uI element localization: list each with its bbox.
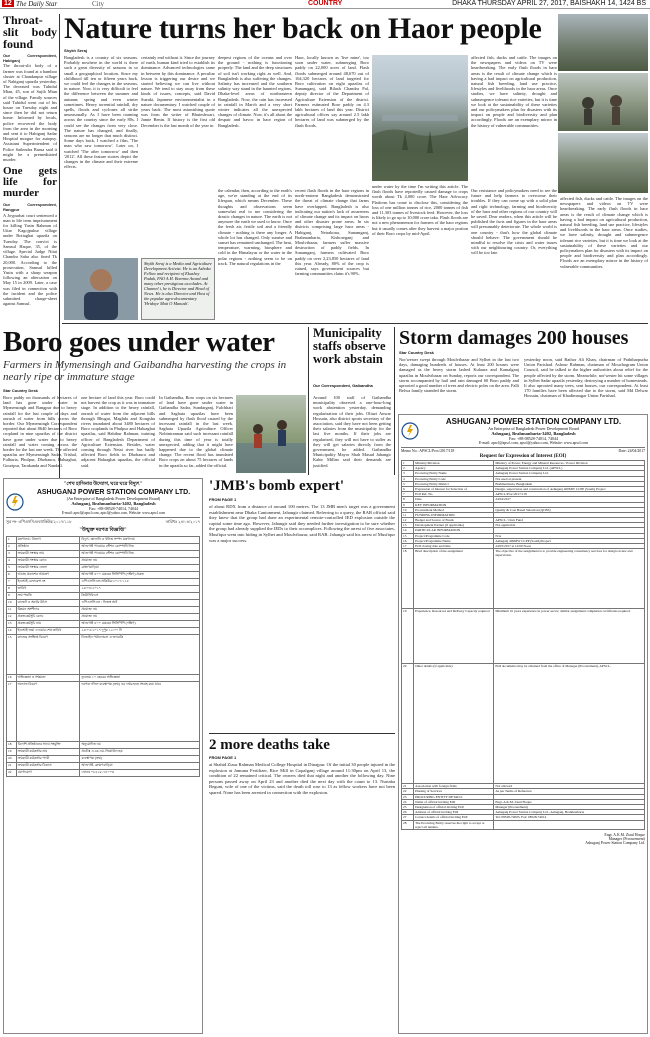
row-number: 14 [402,528,414,533]
row-label: EOI Ref. No. [414,492,494,497]
haor-column-3: deepest regions of the oceans and over the ground - nothing is functioning properly. The land and the deep structures of soil isn't working right as well. And, Bangladesh is also suffering the changes. Salinity has increased and the southern salinity way stand in the haunted regions, Dhaka-level areas of northeastern Bangladesh. Now, the rain has increased in rainfall in March and a very short winter indicates all the unexpected changes of climate. Now, it's all about the despair and havoc in haor region of Bangladesh. [218,55,292,128]
haor-column-9: Our resistance and policymakers need to see the future and help farmers to overcome their troubles. If they can come up with a solid plan and right technology, farming and biodiversity of the haor and other regions of our country will be saved. Dear readers, when this article will be published the facts and figures in the haor areas will presumably deteriorate. The whole world is one country - that's how the global climate should behave. The government should be mindful to resolve the crisis and water issues with our neighbouring country. Or, everything will be too late. [471,188,557,256]
row-number: 8 [7,586,17,593]
article-deaths: at Shahid Ziaur Rahman Medical College Hospital in Dinajpur. Of the initial 30 people injured in the explosion at Jamuna Fertilizer, Rice Mill in Gopalganj village around 11:30pm on April 13, the condition of 22 remained critical. The owners died that night and another the following day. Nine persons passed away on April 23 and another died the next day with the count to 13. Nurtaba Begum, wife of one of the victims, said the death toll rose to 13 as fellow workers have not been spared. None has been arrested in connection with the explosion. [209,762,395,795]
eoi-row [7,586,200,593]
row-label: Procuring Entity Name [414,471,494,476]
row-label: উন্নয়ন অংশীদার [16,607,80,614]
row-value: Minimum 10 years experience in power sector; similar assignment completion certificates required. [494,609,645,664]
haor-column-1: Bangladesh is a country of six seasons. Probably nowhere in the world is there such a great diversity of seasons in so small a geographical location. Since my childhood till ten or fifteen years back, we could feel the changes in the seasons, in nature. Now, it is very difficult to feel the difference between the summer and autumn; spring and even winter sometimes. Heavy torrential rainfall, dry spells, floods and cyclones all strike unseasonally. As I have been roaming across the country since the early 80s, I could see the changes from very close. The nature has changed, and finally, seasons are no longer that much distinct. Some days back, I watched a film, 'The man who saw tomorrow'. Later on, I watched 'The after tomorrow' and then '2012'. All these feature stories depict the changes in the climate and their extreme effects. [64,55,138,170]
row-label: EOI closing date and time [414,544,494,549]
row-value: The objective of the assignment is to provide engineering consultancy services for design review and supervision. [494,549,645,609]
row-label: Budget and Source of Funds [414,518,494,523]
row-value: আশুগঞ্জ, ব্রাহ্মণবাড়িয়া [80,763,200,770]
row-label: PROCURING ENTITY DETAILS [414,794,494,799]
row-value: Engr. A.K.M. Ziaul Hoque [494,799,645,804]
ad1-sub: An Enterprise of Bangladesh Power Development Board [488,426,579,431]
row-value: 24/04/2017 [494,497,645,502]
row-number: 26 [402,810,414,815]
eoi-row [7,600,200,607]
row-value: Manager (Procurement) [494,804,645,809]
haor-photo-flood [372,55,468,181]
row-label: অভিজ্ঞতা ও সক্ষমতা [16,675,80,682]
headline-municipality: Municipality staffs observe work abstain [313,326,386,366]
row-value: Not applicable [494,523,645,528]
row-value: অনুমোদিত নয় [80,742,200,749]
paper-name: The Daily Star [16,0,58,8]
row-value: ন্যূনতম ১০ বছরের অভিজ্ঞতা [80,675,200,682]
row-label: Other details (if applicable) [414,664,494,784]
row-number: 10 [7,600,17,607]
eoi-row [7,558,200,565]
ad2-memo: সূত্র নং- এপিএসসিএল/প্রকিউর/২০১৭/১১৮ [6,520,72,524]
row-label: Project/Programme Name [414,538,494,543]
row-value: প্রকৌঃ এ.কে.এম. জিয়াউল হক [80,749,200,756]
row-label: Date [414,497,494,502]
haor-photo-mid [558,73,648,131]
eoi-row [7,675,200,682]
article-jmb: of about RDX from a distance of around 100 metres. The 13 JMB men's target was a government establishment near Dhaka Cantonment, Jahangir claimed. Referring to a query, the RAB official said they knew that the group had done an experimental remote-controlled IED explosion outside the capital some time ago. However, Jahangir said they needed further investigation to be sure whether the group had already supplied the IEDs to their accomplices. Following the arrest of five associates, Musfiqur went into hiding in Sylhet and Moulvibazar, said RAB. Jahangir said his arrest of Musfiqur was a major success. [209,504,395,543]
issue-date: DHAKA THURSDAY APRIL 27, 2017, BAISHAKH 14, 1424 BS [452,0,646,7]
deaths-from: FROM PAGE 1 [209,755,237,760]
eoi-row [7,682,200,742]
row-number: 22 [7,770,17,777]
row-number: 1 [402,461,414,466]
masthead [0,0,650,9]
row-number: 9 [7,593,17,600]
row-number: 15 [402,533,414,538]
byline-throat-slit: Our Correspondent, Habiganj [3,53,57,64]
eoi-row [7,544,200,551]
eoi-row [7,579,200,586]
article-life-term: A Joypurhat court sentenced a man to life term imprisonment for killing Yasin Rahman of Uttar Kagojpukur village under Botiaghat upazila on Tuesday. The convict is Samsul Haque, 35, of the village. Special Judge Nitai Chandra Saha also fined Tk 20,000. According to the prosecution, Samsul killed Yasin with a sharp weapon following an altercation on May 15 in 2009. Later, a case was filed in connection with the incident and the police submitted charge-sheet against Samsul. [3,212,57,307]
ad2-sub: (An Enterprise of Bangladesh Power Development Board) [66,496,161,501]
row-number: 24 [402,799,414,804]
row-number: 3 [7,551,17,558]
row-number: 19 [402,609,414,664]
eoi-row [7,614,200,621]
row-value: প্রযোজ্য নয় [80,614,200,621]
row-label: আগ্রহ প্রকাশের আমন্ত্রণ [16,572,80,579]
row-value: Ashuganj Power Station Company Ltd. (APSCL) [494,466,645,471]
headline-throat-slit: Throat-slit body found [3,14,57,51]
ad1-signatory-org: Ashuganj Power Station Company Ltd. [585,840,645,845]
eoi-row [7,749,200,756]
row-number: 5 [7,565,17,572]
eoi-row [7,770,200,777]
row-label: Agency [414,466,494,471]
eoi-row [402,664,645,784]
eoi-row [7,593,200,600]
row-number: 17 [7,682,17,742]
ad1-signatory: Engr. A.K.M. Ziaul Hoque [604,832,645,837]
row-label: বাজেট ও অর্থের উৎস [16,600,80,607]
row-label: Development Partner (if applicable) [414,523,494,528]
row-value: কিউসিবিএস [80,593,200,600]
eoi-row [7,635,200,675]
row-value: EOI documents may be obtained from the office of Manager (Procurement), APSCL. [494,664,645,784]
byline-storm: Star Country Desk [399,350,434,355]
eoi-row [7,742,200,749]
eoi-row [7,756,200,763]
row-number: 9 [402,502,414,507]
row-label: Expression of Interest for Selection of [414,486,494,491]
row-number: 1 [7,537,17,544]
row-label: প্রকল্প/কর্মসূচি কোড [16,614,80,621]
author-bio: Shykh Seraj is a Media and Agriculture Development Activist. He is an Ashoka Fellow and recipient of Ekushey Padak, FAO A.H. Boerma Award and many other prestigious accolades. At Channel i, he is Director and Head of News. He is also Director and Host of the popular agro-documentary 'Hridoye Mati O Manush'. [141,258,215,320]
row-label: Project/Programme Code [414,533,494,538]
row-label: অন্যান্য বিবরণ [16,682,80,742]
row-label: Procurement Method [414,507,494,512]
row-value: Ashuganj Power Station Company Ltd. [494,471,645,476]
row-value: Ashuganj Power Station Company Ltd., Ashuganj, Brahmanbaria [494,810,645,815]
row-value: ফোনঃ ০৮৫২৮-৭৪০০৩ [80,770,200,777]
ad1-memo: Memo No.: APSCL/Proc/2017/118 [401,449,455,453]
article-throat-slit: The throat-slit body of a farmer was found at a bamboo cluster at Chandanpur village of Nabiganj upazila yesterday. The deceased was Tuhidul Mian, 45, son of Sujib Mian of the village. Family sources said Tuhidul went out of his house on Tuesday night and since then he did not return home. Informed by locals, police recovered the body from the area in the morning and sent it to Habiganj Sadar Hospital morgue for autopsy. Assistant Superintendent of Police Sailendra Barua said it might be a premeditated murder. [3,63,57,163]
row-label: ক্রয়কারী সংস্থার নাম [16,551,80,558]
row-label: Address of official inviting EOI [414,810,494,815]
byline-haor: Shykh Seraj [64,48,87,53]
row-label: ইওআই জমা দেওয়ার শেষ তারিখ [16,628,80,635]
boro-column-2: one hectare of land this year. Boro could not harvest the crop as it was in immature stage. In addition to the heavy rainfall, onrush of water from the adjacent hills through Bhugai, Maghda and Kongsha rivers inundated about 3480 hectares of Boro croplands in Phulpur and Haluaghat upazilas, said Habibur Rahman, training officer of Bangladesh Department of Agriculture Extension. Besides, water coming through Netai river has badly affected Boro fields in Dhobaura and adjacent Haluaghat upazilas, the official said. [81,395,155,468]
row-label: Contact details of official inviting EOI [414,815,494,820]
row-number: 20 [402,664,414,784]
row-value: Design, supervision and construction of Ashuganj 400MW CCPP (South) Project [494,486,645,491]
eoi-row [402,609,645,664]
row-label: The Procuring Entity reserves the right to accept or reject all tenders. [414,820,494,829]
row-number: 25 [402,804,414,809]
row-label: তারিখ [16,586,80,593]
row-number: 2 [7,544,17,551]
author-photo [64,258,138,320]
row-value: Ministry of Power, Energy and Mineral Resources / Power Division [494,461,645,466]
boro-column-1: Boro paddy on thousands of hectares of land has gone under water in Mymensingh and Rangpur due to heavy rainfall for the last couple of days and onrush of water from hills across the border. Our Mymensingh Correspondent reported that about 8640 hectares of Boro cropland in nine upazilas of the district have gone under water due to heavy rainfall and water coming across the border for the last one week. The affected upazilas are Mymensingh Sadar, Trishal, Fulbaria, Phulpur, Dhobaura, Haluaghat, Gouripur, Tarakanda and Nandail. [3,395,77,468]
row-number: 15 [7,635,17,675]
row-label: Phasing of Services [414,789,494,794]
row-value: APSCL / Own Fund [494,518,645,523]
headline-jmb: 'JMB's bomb expert' [209,478,344,494]
jmb-divider [209,733,395,734]
ad1-company: ASHUGANJ POWER STATION COMPANY LTD. [445,417,622,426]
row-label: ক্রয়কারী সংস্থার জেলা [16,565,80,572]
ad-tender-bangla [3,478,203,1034]
haor-column-2: certainly end without it. Since the journey of earth, human kind tried to establish its dominance. Advanced technologies came in between by this dominance. A peculiar lesson is triggering our desire and we started believing we can live without nature. We tend to stay away from these kinds of issues, concepts, said David Suzuki, Japanese environmentalist in a nature documentary. I watched couple of years back. The most astonishing quote was from the writer of Bhuteshwari, Jamie Benin. If history is the first old December is the last month of the year in [141,55,215,128]
row-number: 18 [402,549,414,609]
row-value: Not allowed [494,784,645,789]
row-number: 4 [402,476,414,481]
section-divider [62,323,648,324]
ad1-title: Request for Expression of Interest (EOI) [479,454,567,459]
ad2-date: তারিখঃ ২৪/০৪/২০১৭ [165,520,200,524]
row-label: Brief description of the assignment [414,549,494,609]
row-value: আশুগঞ্জ পাওয়ার স্টেশন কোম্পানী লিঃ [80,544,200,551]
ad1-email: E-mail: apscl@apscl.com, apscl@yahoo.com, Website: www.apscl.com [478,441,589,445]
row-value: এপিএসসিএল / নিজস্ব অর্থ [80,600,200,607]
byline-boro: Star Country Desk [3,388,38,393]
row-value: As per Terms of Reference [494,789,645,794]
haor-column-5: affected fish, ducks and cattle. The images on the newspapers and videos on TV were heartbreaking. The early flash floods in haor areas is the result of climate change which is having a bad impact on agricultural production, natural fish breeding, land use practice, lifestyles and livelihoods in the haor areas. Once studies, we have salinity, drought and submergence tolerant rice varieties, but it is time we look at the sustainability of these varieties and our policymakers plan for disasters with its impact on people and biodiversity and plan accordingly. Floods are an exemplary mirror in the history of vulnerable communities. [471,55,557,128]
row-number: 17 [402,544,414,549]
row-value: ডিজাইন পর্যালোচনা ও তদারকি [80,635,200,675]
row-label: ক্রয়কারী কর্মকর্তার পদবী [16,756,80,763]
row-number: 16 [7,675,17,682]
subhead-boro: Farmers in Mymensingh and Gaibandha harvesting the crops in nearly ripe or immature stage [3,359,287,383]
ad1-table [401,460,645,830]
row-number: 13 [7,621,17,628]
row-number: 18 [7,742,17,749]
row-label: Procuring Entity Code [414,476,494,481]
row-value: Brahmanbaria, Bangladesh [494,481,645,486]
row-value: এপিএসসিএল/প্রকিউর/২০১৭/১১৮ [80,579,200,586]
row-number: 19 [7,749,17,756]
row-number: 16 [402,538,414,543]
row-value: বিদ্যুৎ, জ্বালানি ও খনিজ সম্পদ মন্ত্রণালয় [80,537,200,544]
headline-storm: Storm damages 200 houses [399,327,629,349]
row-value: Not used at present [494,476,645,481]
row-value: প্রযোজ্য নয় [80,558,200,565]
row-label: ইওআই রেফারেন্স নং [16,579,80,586]
eoi-row [7,763,200,770]
byline-municipality: Our Correspondent, Gaibandha [313,383,373,388]
headline-haor: Nature turns her back on Haor people [64,12,542,45]
haor-column-4: Haor, locally known as 'live mine', too soon under water, submerging Boro paddy on 22,000 acres of land. Flash floods submerged around 48,670 out of 164,320 hectares of land targeted for Boro cultivation on eight upazilas of Sunamganj, said Bilash Chandra Pal, deputy director of the Department of Agriculture Extension of the district. Farmers estimated Boro paddy on 4.3 lakh hectares of land this year. District agricultural offices say around 2.5 lakh hectares of land was submerged by the flash floods. [295,55,369,128]
haor-photo-bottom [558,133,648,193]
page-number: 12 [4,0,12,7]
ad-eoi-english [398,414,648,1034]
section-name: City [92,0,105,8]
ad1-signatory-title: Manager (Procurement) [608,836,645,841]
row-label: মন্ত্রণালয় / বিভাগ [16,537,80,544]
eoi-row [402,549,645,609]
row-number: 5 [402,481,414,486]
section-country: COUNTRY [308,0,343,7]
row-label: কাজের সংক্ষিপ্ত বিবরণ [16,635,80,675]
ad1-addr: Ashuganj, Brahmanbaria-3402, Bangladesh [491,431,576,436]
row-value: APSCL/Proc/2017/118 [494,492,645,497]
row-number: 3 [402,471,414,476]
row-value: আশুগঞ্জ পাওয়ার স্টেশন কোম্পানী লিঃ [80,551,200,558]
eoi-row [7,537,200,544]
eoi-row [7,572,200,579]
row-value: দরপত্র দলিল ব্যবস্থাপক (ক্রয়) এর দপ্তর হতে সংগ্রহ করা যাবে [80,682,200,742]
headline-boro: Boro goes under water [3,326,275,358]
row-value: Tel: 08528-74003, Fax: 08528-74014 [494,815,645,820]
row-number: 4 [7,558,17,565]
article-municipality: Around 100 staff of Gaibandha municipality observed a one-hour-long work abstention yesterday, demanding regularisation of their jobs. Oliuzi Anwar Hossain, also district sports secretary of the association, said they have not been getting their salaries from the municipality for the last five months. If their jobs are regularised, they will not have to suffer as they will get salaries directly from the government, he added. Gaibandha Municipality Mayor Shah Masud Jahangir Kabir Millan said their demands are justified. [313,395,391,468]
row-number: 28 [402,820,414,829]
row-label: প্রকল্প/কর্মসূচি নাম [16,621,80,628]
eoi-row [7,621,200,628]
row-number: 13 [402,523,414,528]
row-number: 6 [402,486,414,491]
row-value: আশুগঞ্জ ৪০০ মেঃওঃ সিসিপিপি (দক্ষিণ) [80,621,200,628]
row-number: 10 [402,507,414,512]
column-divider-2 [308,327,309,475]
row-label: PARTICULAR INFORMATION [414,528,494,533]
row-number: 14 [7,628,17,635]
row-label: Procuring Entity District [414,481,494,486]
ad1-fax: Fax: +88-08528-74014, 74044 [508,436,559,441]
row-value [494,820,645,829]
row-label: ক্রয়কারী সংস্থার কোড [16,558,80,565]
row-number: 11 [7,607,17,614]
row-number: 20 [7,756,17,763]
eoi-row [7,628,200,635]
haor-column-8: under water by the time I'm writing this article. The flash floods have reportedly caused damage to crops worth about Tk 4,000 crore. The Haor Advocacy Platform has come to disclose this, considering the loss of one million tonnes of rice, 2000 tonnes of fish and 11,303 tonnes of livestock feed. However, the loss is likely to go up to 10,000 crore taka. Flash floods are not a new phenomenon for farmers of the haor regions but it usually comes after they harvest a major portion of their Boro crops by mid-April. [372,184,468,236]
storm-column-1: Nor'wester swept through Moulvibazar and Sylhet in the last two days, damaging hundreds of houses. At least 200 houses were damaged as the heavy storm lashed Kulaura and Kamalganj upazilas in Moulvibazar on Sunday, reports our correspondent. The storm accompanied by hail and rain damaged 60 Boro paddy and uprooted a good number of trees and electric poles on the area. Falli Belwa family stranded the storm. [399,357,519,394]
ad2-fax: Fax: +88-08528-74014, 74044 [88,506,139,511]
row-label: বিদেশি প্রতিষ্ঠানের সাথে সংযুক্তি [16,742,80,749]
haor-photo-top [558,14,648,71]
row-label: ক্রয়কারী কর্মকর্তার নাম [16,749,80,756]
haor-column-10: affected fish, ducks and cattle. The images on the newspapers and videos on TV were heartbreaking. The early flash floods in haor areas is the result of climate change which is having a bad impact on agricultural production, natural fish breeding, land use practice, lifestyles and livelihoods in the haor areas. Once studies, we have salinity, drought and submergence tolerant rice varieties, but it is time we look at the sustainability of these varieties and our policymakers plan for disasters with its impact on people and biodiversity and plan accordingly. Floods are an exemplary mirror in the history of vulnerable communities. [560,196,648,269]
row-value: ২৪/০৫/২০১৭ দুপুর ১২:০০ টা [80,628,200,635]
row-number: 6 [7,572,17,579]
column-divider-3 [394,327,395,475]
haor-column-6: the calendar, then, according to the earth's age, we're standing at the end of its lifespan, which means December. These thoughts and observations seem somewhat real to me considering the drastic changes in nature. The earth is not anymore the earth we used to know. Once the fresh air, fertile soil and a friendly climate - nothing is there any longer. A whole lot has changed. Only sunrise and sunset has remained unchanged. The heat, temperature, warming, biosphere and cold in the Himalayas or the water in the polar regions - nothing seem to be on track. The natural regulations in the [218,188,292,266]
ad2-table [6,536,200,777]
row-number: 7 [7,579,17,586]
jmb-from: FROM PAGE 1 [209,497,237,502]
row-value: প্রযোজ্য নয় [80,607,200,614]
company-logo-icon-2 [6,493,24,511]
eoi-row [7,607,200,614]
row-label: ক্রয় পদ্ধতি [16,593,80,600]
row-label: Ministry/Division [414,461,494,466]
row-value: Ashuganj 400MW CCPP (South) Project [494,538,645,543]
company-logo-icon [401,422,419,440]
eoi-row [7,565,200,572]
headline-deaths: 2 more deaths take [209,737,330,753]
row-number: 21 [402,784,414,789]
row-value: আশুগঞ্জ ৪০০ মেঃওঃ সিসিপিপি (দক্ষিণ) প্রকল্প [80,572,200,579]
row-number: 8 [402,497,414,502]
row-label: Experience, Resources and Delivery Capacity required [414,609,494,664]
row-value: Quality & Cost Based Selection (QCBS) [494,507,645,512]
row-number: 27 [402,815,414,820]
ad2-company: ASHUGANJ POWER STATION COMPANY LTD. [36,489,191,496]
row-label: Association with foreign firms [414,784,494,789]
row-value: ব্যবস্থাপক (ক্রয়) [80,756,200,763]
haor-column-7: recent flash floods in the haor regions in north-eastern Bangladesh demonstrated the threat of climate change that farms have overlapped. Bangladesh is also indicating our nation's lack of awareness of climate change and its impact on haors and other disaster prone areas. In six districts comprising large haor areas - Habiganj, Netrakona, Sunamganj, Brahmanbaria, Kishoreganj and Moulvibazar, farmers suffer massive destruction of paddy fields. In Sunamganj, farmers cultivated Boro paddy on over 2,23,850 hectares of land this year. Already, 80% of the crop is ruined, says government sources but farming communities claim it's 90%. [295,188,369,277]
ad2-title: "উন্মুক্ত দরপত্র বিজ্ঞপ্তি" [79,528,127,533]
ad1-date: Date: 24/04/2017 [618,449,645,453]
row-label: Name of official inviting EOI [414,799,494,804]
boro-photo [236,395,306,473]
ad2-slogan: "শেখ হাসিনার উদ্যোগ, ঘরে ঘরে বিদ্যুৎ" [63,482,143,487]
row-value: ২৪/০৪/২০১৭ [80,586,200,593]
row-value: 24/05/2017 at 12:00 Noon [494,544,645,549]
byline-life-term: Our Correspondent, Rangpur [3,202,57,213]
row-value: ব্রাহ্মণবাড়িয়া [80,565,200,572]
row-label: Designation of official inviting EOI [414,804,494,809]
row-number: 21 [7,763,17,770]
storm-column-2: yesterday noon, said Rathor Ali Khan, chairman of Paththarpurba Union Parishad. Ashour Rahman, chairman of Mouchogram Union Council, said he talked to the higher authorities about relief for the people affected by the storm. Meanwhile, nor'wester hit some villages in Sylhet Sadar upazila yesterday, destroying a number of homesteads. It also uprooted many trees, sent houses, our correspondent. At least 170 families have been affected due to the storm, said Md Delwar Hossain, chairman of Khadimnagar Union Parishad. [524,357,648,399]
row-label: ক্রয়কারী কর্মকর্তার ঠিকানা [16,763,80,770]
row-value: N/A [494,533,645,538]
eoi-row [402,820,645,829]
row-number: 11 [402,512,414,517]
row-number: 12 [7,614,17,621]
row-number: 12 [402,518,414,523]
headline-life-term: One gets life for murder [3,165,57,200]
row-number: 22 [402,789,414,794]
row-label: KEY INFORMATION [414,502,494,507]
row-label: প্রতিষ্ঠান [16,544,80,551]
row-label: FUNDING INFORMATION [414,512,494,517]
row-number: 2 [402,466,414,471]
row-label: যোগাযোগ [16,770,80,777]
row-number: 7 [402,492,414,497]
row-number: 23 [402,794,414,799]
ad2-email: E-mail: apscl@apscl.com, apscl@yahoo.com, Website: www.apscl.com [61,511,166,515]
ad2-addr: Ashuganj, Brahmanbaria-3402, Bangladesh [71,501,156,506]
boro-column-3: In Gaibandha, Boro crops on six hectares of land have gone under water in Gaibandha Sadar, Sundarganj, Fulchhari and Saghata upazilas have been submerged by flash flood caused by the incessant rainfall in the last week. Saghata Upazila Agriculture Officer Nobinirannan said such incessant rainfall during this time of year is totally unexpected, adding that it might have happened due to the global climate change. The recent flood has inundated Boro crops on about 75 hectares of lands in the upazila so far, added the official. [159,395,233,468]
eoi-row [7,551,200,558]
